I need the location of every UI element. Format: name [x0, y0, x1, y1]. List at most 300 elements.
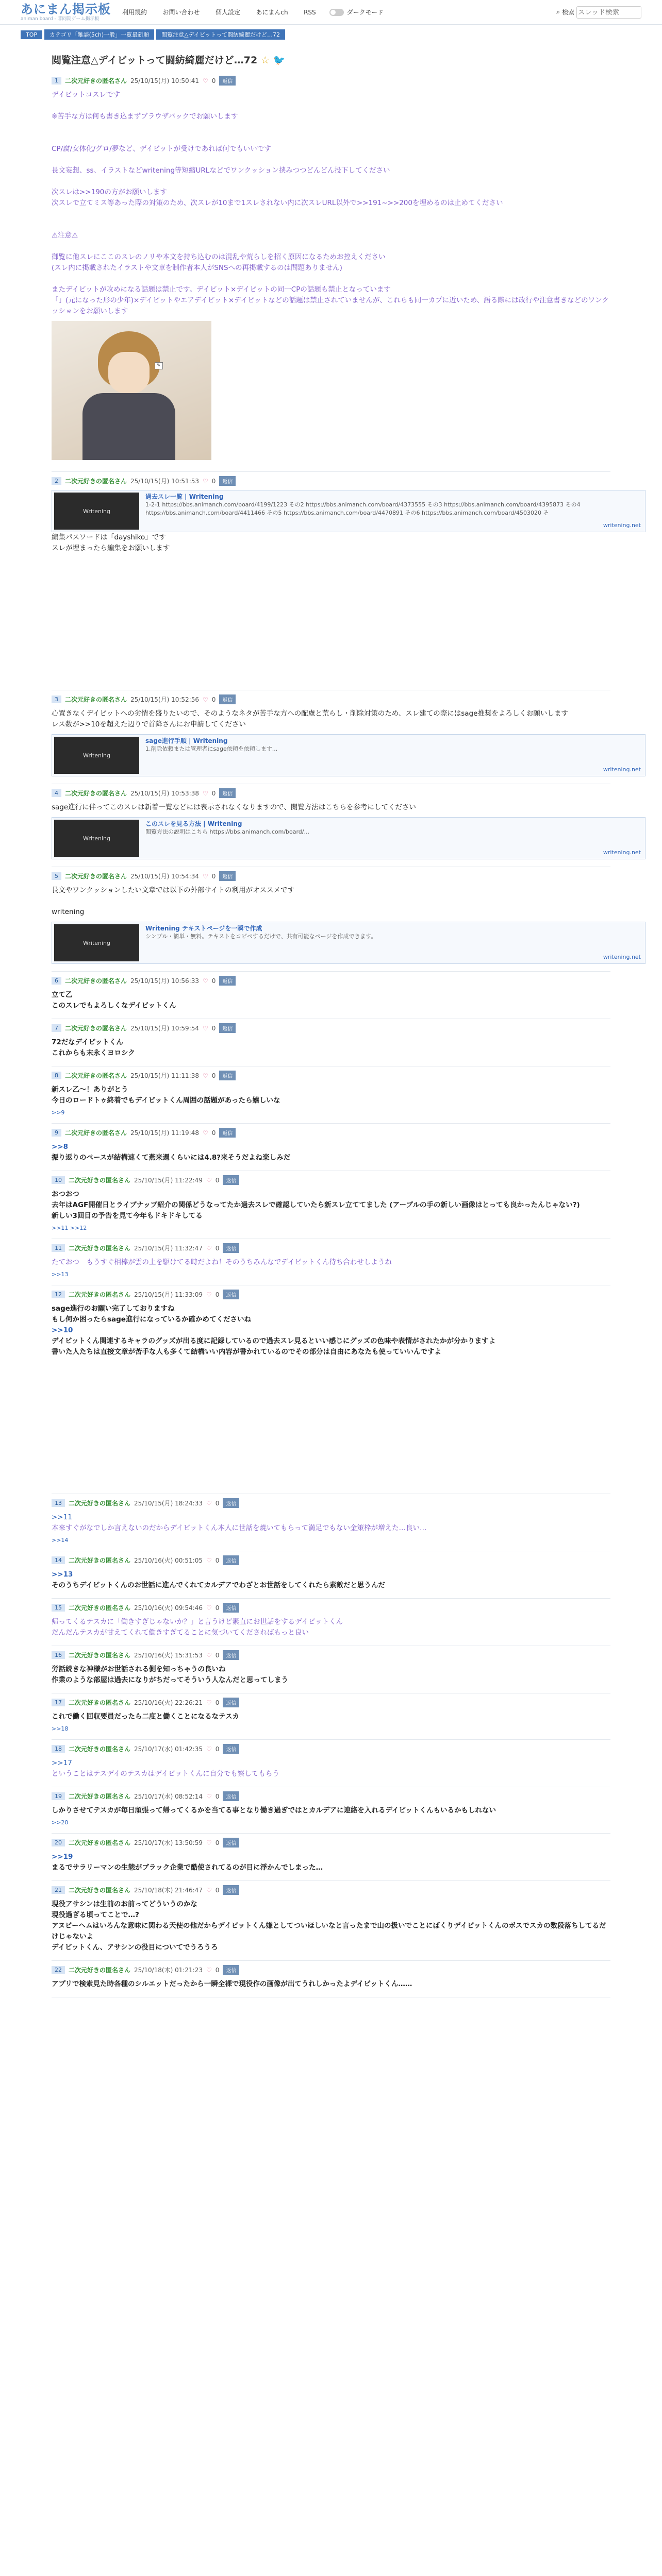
nav-terms[interactable]: 利用規約 — [122, 9, 147, 16]
link-card-desc: 1-2-1 https://bbs.animanch.com/board/4199/1223 その2 https://bbs.animanch.com/board/4373555 その3 https://bbs.animanch.com/board/4395873 その4 https://bbs.animanch.com/board/4411466 その5 https://bbs.animanch.com/board/4470891 その6 https://bbs.animanch.com/board/4503020 そ — [145, 501, 581, 516]
like-heart-icon[interactable]: ♡ — [202, 977, 208, 985]
post-header — [52, 76, 610, 86]
post-line: ※苦手な方は何も書き込まずブラウザバックでお願いします — [52, 112, 238, 121]
nav-rss[interactable]: RSS — [304, 9, 316, 16]
post-line: writening — [52, 908, 85, 916]
post-line — [52, 896, 610, 907]
post-line: ⚠注意⚠ — [52, 231, 78, 240]
post-date: 25/10/15(月) 18:24:33 — [134, 1500, 203, 1507]
post-line: スレが埋まったら編集をお願いします — [52, 544, 170, 552]
post-body — [52, 1303, 610, 1358]
post-4 — [52, 784, 641, 867]
post-body — [52, 708, 610, 730]
link-card-content — [141, 818, 645, 859]
post-body — [52, 1617, 610, 1638]
post-number[interactable]: 21 — [52, 1886, 65, 1894]
post-line: 次スレで立てミス等あった際の対策のため、次スレが10まで1スレされない内に次スレURL以外で>>191~>>200を埋めるのは止めてください — [52, 199, 503, 207]
like-count: 0 — [211, 1024, 216, 1032]
post-header — [52, 1023, 610, 1033]
link-card-title[interactable]: sage進行手順 | Writening — [145, 737, 228, 744]
thread-main — [36, 40, 641, 1997]
reply-button[interactable]: 返信 — [219, 1071, 236, 1080]
post-line: レス数が>>10を超えた辺りで首降さんにお申請してください — [52, 720, 246, 728]
like-heart-icon[interactable]: ♡ — [202, 77, 208, 84]
reply-button[interactable]: 返信 — [223, 1791, 239, 1801]
post-date: 25/10/15(月) 10:54:34 — [130, 873, 199, 880]
post-8 — [52, 1066, 610, 1124]
post-line: sage進行に伴ってこのスレは新着一覧などには表示されなくなりますので、閲覧方法はこちらを参考にしてください — [52, 803, 416, 811]
like-heart-icon[interactable]: ♡ — [202, 1129, 208, 1137]
like-count: 0 — [215, 1792, 220, 1800]
reply-button[interactable]: 返信 — [223, 1243, 239, 1253]
replies-link[interactable]: >>9 — [52, 1109, 65, 1116]
post-line: そのうちデイビットくんのお世話に進んでくれてカルデアでわざとお世話をしてくれたら素敵だと思うんだ — [52, 1581, 385, 1589]
post-date: 25/10/15(月) 10:50:41 — [130, 77, 199, 84]
post-number[interactable]: 13 — [52, 1499, 65, 1507]
reply-anchor-link[interactable]: >>8 — [52, 1143, 69, 1151]
post-date: 25/10/16(火) 09:54:46 — [134, 1604, 203, 1612]
post-body — [52, 532, 610, 554]
poster-name: 二次元好きの匿名さん — [65, 478, 127, 485]
post-line: もし何か困ったらsage進行になっているか確かめてくださいね — [52, 1315, 251, 1324]
illustration-coat — [82, 393, 175, 460]
post-line: 去年はAGF開催日とライブナップ紹介の関係どうなってたか過去スレで確認していたら新スレ立ててました (アーブルの手の新しい画像はとっても良かったんじゃない?) — [52, 1201, 580, 1209]
link-card-title[interactable]: このスレを見る方法 | Writening — [145, 820, 242, 827]
post-line — [52, 274, 610, 284]
like-count: 0 — [211, 1072, 216, 1079]
replies-link[interactable]: >>20 — [52, 1819, 69, 1826]
post-spacing — [52, 554, 610, 683]
like-count: 0 — [215, 1745, 220, 1753]
search-icon: ⌕ — [556, 8, 560, 15]
post-number[interactable]: 10 — [52, 1176, 65, 1184]
like-heart-icon[interactable]: ♡ — [206, 1176, 212, 1184]
post-11 — [52, 1239, 610, 1285]
post-line: だんだんテスカが甘えてくれて働きすぎてることに気づいてくださればもっと良い — [52, 1629, 309, 1637]
search-input[interactable] — [576, 6, 641, 19]
link-card-content — [141, 490, 645, 532]
breadcrumb — [0, 29, 662, 40]
post-header — [52, 788, 610, 798]
link-card-thumbnail: Writening — [54, 924, 139, 961]
post-header — [52, 1838, 610, 1848]
post-body — [52, 1711, 610, 1722]
post-number[interactable]: 2 — [52, 477, 61, 485]
post-line: ということはテスデイのテスカはデイビットくんに自分でも察してもらう — [52, 1770, 279, 1778]
like-heart-icon[interactable]: ♡ — [206, 1244, 212, 1252]
post-line: 本来すぐがなでしか言えないのだからデイビットくん本人に世話を焼いてもらって満足でもない金策枠が増えた…良い… — [52, 1524, 427, 1532]
post-date: 25/10/16(火) 00:51:05 — [134, 1557, 203, 1564]
post-header — [52, 1791, 610, 1801]
post-line: 新しい3回目の予告を見て今年もドキドキしてる — [52, 1212, 203, 1220]
post-line: 現役過ぎる頃ってことで…? — [52, 1911, 139, 1919]
link-card-source: writening.net — [603, 849, 641, 856]
post-body — [52, 1512, 610, 1534]
post-6 — [52, 972, 610, 1019]
poster-name: 二次元好きの匿名さん — [65, 696, 127, 703]
post-number[interactable]: 5 — [52, 872, 61, 880]
post-header — [52, 1243, 610, 1253]
poster-name: 二次元好きの匿名さん — [69, 1652, 131, 1659]
like-count: 0 — [215, 1966, 220, 1974]
like-count: 0 — [215, 1604, 220, 1612]
post-number[interactable]: 18 — [52, 1745, 65, 1753]
post-body — [52, 802, 610, 813]
like-heart-icon[interactable]: ♡ — [206, 1499, 212, 1507]
like-heart-icon[interactable]: ♡ — [206, 1604, 212, 1612]
post-line: 帰ってくるテスカに「働きすぎじゃないか？」と言うけど素直にお世話をするデイビットくん — [52, 1618, 343, 1626]
link-card[interactable] — [52, 817, 646, 859]
post-line: 今日のロードトゥ終着でもデイビットくん周囲の話題があったら嬉しいな — [52, 1096, 280, 1105]
like-count: 0 — [215, 1556, 220, 1564]
post-body — [52, 885, 610, 918]
post-16 — [52, 1646, 610, 1693]
reply-button[interactable]: 返信 — [219, 788, 236, 798]
post-header — [52, 1885, 610, 1895]
post-body — [52, 1189, 610, 1222]
poster-name: 二次元好きの匿名さん — [69, 1699, 131, 1706]
like-heart-icon[interactable]: ♡ — [202, 789, 208, 797]
post-line: 新スレ乙〜！ありがとう — [52, 1086, 128, 1094]
post-header — [52, 1965, 610, 1975]
spacer — [52, 219, 610, 230]
post-body — [52, 1037, 610, 1059]
post-date: 25/10/15(月) 11:19:48 — [130, 1129, 199, 1137]
post-date: 25/10/15(月) 11:11:38 — [130, 1072, 199, 1079]
post-line: アプリで検索見た時各種のシルエットだったから一瞬全裸で現役作の画像が出てうれしかったよデイビットくん…… — [52, 1980, 412, 1988]
reply-button[interactable]: 返信 — [223, 1698, 239, 1707]
post-number[interactable]: 16 — [52, 1651, 65, 1659]
post-number[interactable]: 11 — [52, 1244, 65, 1252]
post-body — [52, 990, 610, 1011]
post-line: 御覧に他スレにここのスレのノリや本文を持ち込むのは混乱や荒らしを招く原因になるためお控えください — [52, 253, 386, 261]
post-line — [52, 122, 610, 133]
replies-link[interactable]: >>13 — [52, 1271, 69, 1278]
post-15 — [52, 1599, 610, 1646]
reply-button[interactable]: 返信 — [219, 1128, 236, 1138]
post-date: 25/10/15(月) 11:22:49 — [134, 1177, 203, 1184]
poster-name: 二次元好きの匿名さん — [65, 790, 127, 797]
post-line: またデイビットが攻めになる話題は禁止です。デイビット×デイビットの同一CPの話題も禁止となっています — [52, 285, 391, 294]
post-header — [52, 694, 610, 704]
link-card-source: writening.net — [603, 522, 641, 529]
like-heart-icon[interactable]: ♡ — [206, 1291, 212, 1298]
like-count: 0 — [211, 477, 216, 485]
like-count: 0 — [211, 696, 216, 703]
like-heart-icon[interactable]: ♡ — [206, 1792, 212, 1800]
poster-name: 二次元好きの匿名さん — [69, 1500, 131, 1507]
post-line: 次スレは>>190の方がお願いします — [52, 188, 167, 196]
post-20 — [52, 1834, 610, 1881]
post-body — [52, 1979, 610, 1990]
post-line: デイビットコスレです — [52, 91, 120, 99]
favorite-star-icon[interactable]: ☆ — [260, 55, 270, 66]
post-date: 25/10/18(木) 01:21:23 — [134, 1967, 203, 1974]
reply-button[interactable]: 返信 — [219, 476, 236, 486]
post-9 — [52, 1124, 610, 1171]
reply-button[interactable]: 返信 — [223, 1838, 239, 1848]
post-body — [52, 1257, 610, 1268]
spacer — [52, 133, 610, 144]
post-number[interactable]: 17 — [52, 1699, 65, 1706]
link-card-content — [141, 922, 645, 963]
like-count: 0 — [215, 1176, 220, 1184]
thread-title-text: 閲覧注意△デイビットって闘紡綺麗だけど…72 — [52, 55, 258, 66]
poster-name: 二次元好きの匿名さん — [69, 1745, 131, 1753]
post-number[interactable]: 1 — [52, 77, 61, 84]
post-number[interactable]: 20 — [52, 1839, 65, 1846]
post-line: 現役アサシンは生前のお前ってどういうのかな — [52, 1900, 197, 1908]
post-date: 25/10/16(火) 15:31:53 — [134, 1652, 203, 1659]
replies-link[interactable]: >>11 >>12 — [52, 1225, 87, 1231]
like-heart-icon[interactable]: ♡ — [202, 872, 208, 880]
like-heart-icon[interactable]: ♡ — [202, 1072, 208, 1079]
like-count: 0 — [215, 1839, 220, 1846]
post-line: 長文やワンクッションしたい文章では以下の外部サイトの利用がオススメです — [52, 886, 294, 894]
link-card-thumbnail: Writening — [54, 737, 139, 774]
poster-name: 二次元好きの匿名さん — [69, 1557, 131, 1564]
nav-animanch[interactable]: あにまんch — [256, 9, 288, 16]
attached-illustration[interactable] — [52, 321, 211, 460]
post-header — [52, 1603, 610, 1613]
poster-name: 二次元好きの匿名さん — [65, 1025, 127, 1032]
post-date: 25/10/15(月) 10:52:56 — [130, 696, 199, 703]
post-line — [52, 241, 610, 252]
post-line — [52, 155, 610, 165]
like-count: 0 — [215, 1699, 220, 1706]
like-count: 0 — [211, 977, 216, 985]
poster-name: 二次元好きの匿名さん — [69, 1887, 131, 1894]
post-line: おつおつ — [52, 1190, 79, 1198]
nav-contact[interactable]: お問い合わせ — [162, 9, 200, 16]
reply-anchor-link[interactable]: >>13 — [52, 1570, 73, 1579]
post-header — [52, 1071, 610, 1080]
post-2 — [52, 472, 641, 690]
link-card-desc: 閲覧方法の説明はこちら https://bbs.animanch.com/board/... — [145, 828, 309, 835]
reply-button[interactable]: 返信 — [219, 76, 236, 86]
reply-anchor-link[interactable]: >>19 — [52, 1853, 73, 1861]
poster-name: 二次元好きの匿名さん — [69, 1177, 131, 1184]
post-header — [52, 1175, 610, 1185]
post-3 — [52, 690, 641, 784]
post-14 — [52, 1551, 610, 1599]
reply-button[interactable]: 返信 — [219, 976, 236, 986]
post-header — [52, 1498, 610, 1508]
post-number[interactable]: 12 — [52, 1291, 65, 1298]
post-number[interactable]: 9 — [52, 1129, 61, 1137]
post-line: sage進行のお願い完了しておりますね — [52, 1304, 175, 1313]
replies-link[interactable]: >>18 — [52, 1725, 69, 1732]
reply-button[interactable]: 返信 — [219, 1023, 236, 1033]
post-date: 25/10/15(月) 10:51:53 — [130, 478, 199, 485]
poster-name: 二次元好きの匿名さん — [65, 1129, 127, 1137]
post-header — [52, 1290, 610, 1299]
post-10 — [52, 1171, 610, 1239]
post-line: CP/腐/女体化/グロ/夢など、デイビットが受けであれば何でもいいです — [52, 145, 271, 153]
post-17 — [52, 1693, 610, 1740]
post-line: 書いた人たちは直接文章が苦手な人も多くて結構いい内容が書かれているのでその部分は自由にあなたも使っていいんですよ — [52, 1348, 441, 1356]
post-number[interactable]: 4 — [52, 789, 61, 797]
post-line: アヌビーヘムはいろんな意味に関わる天使の他だからデイビットくん嫌としてついほしいなと言ったまで山の扱いでことにばくりデイビットくんのボスでスカの数段落ちしてるだけじゃないよ — [52, 1922, 606, 1941]
post-5 — [52, 867, 641, 972]
post-line: たておつ もうすぐ相棒が雲の上を駆けてる時だよね！そのうちみんなでデイビットくん待ち合わせしようね — [52, 1258, 392, 1266]
post-number[interactable]: 22 — [52, 1966, 65, 1974]
reply-button[interactable]: 返信 — [219, 871, 236, 881]
reply-button[interactable]: 返信 — [223, 1965, 239, 1975]
site-logo[interactable] — [21, 3, 111, 22]
like-count: 0 — [211, 77, 216, 84]
post-header — [52, 1698, 610, 1707]
link-card[interactable] — [52, 922, 646, 964]
toggle-switch[interactable] — [329, 9, 344, 16]
link-card-content — [141, 735, 645, 776]
post-line: まるでサラリーマンの生態がブラック企業で酷使されてるのが目に浮かんでしまった… — [52, 1863, 323, 1872]
reply-button[interactable]: 返信 — [223, 1885, 239, 1895]
post-body — [52, 1142, 610, 1163]
poster-name: 二次元好きの匿名さん — [65, 1072, 127, 1079]
post-line: 72だなデイビットくん — [52, 1038, 123, 1046]
post-body — [52, 1758, 610, 1780]
reply-anchor-link[interactable]: >>17 — [52, 1759, 72, 1767]
twitter-share-icon[interactable]: 🐦 — [273, 55, 286, 66]
post-number[interactable]: 8 — [52, 1072, 61, 1079]
link-card[interactable] — [52, 490, 646, 532]
post-number[interactable]: 14 — [52, 1556, 65, 1564]
dark-mode-toggle[interactable] — [329, 8, 384, 16]
post-number[interactable]: 15 — [52, 1604, 65, 1612]
post-line: デイビットくん関連するキャラのグッズが出る度に記録しているので過去スレ見るといい感じにグッズの色味や表情がされたかが分かりますよ — [52, 1337, 496, 1345]
post-header — [52, 476, 610, 486]
like-heart-icon[interactable]: ♡ — [202, 1024, 208, 1032]
poster-name: 二次元好きの匿名さん — [65, 873, 127, 880]
post-header — [52, 1744, 610, 1754]
like-heart-icon[interactable]: ♡ — [206, 1839, 212, 1846]
header-nav — [122, 8, 329, 16]
post-body — [52, 1899, 610, 1953]
like-heart-icon[interactable]: ♡ — [206, 1556, 212, 1564]
post-line: 立て乙 — [52, 991, 73, 999]
post-body — [52, 90, 610, 317]
post-21 — [52, 1881, 610, 1961]
reply-button[interactable]: 返信 — [223, 1555, 239, 1565]
post-date: 25/10/15(月) 10:59:54 — [130, 1025, 199, 1032]
post-header — [52, 1555, 610, 1565]
post-number[interactable]: 3 — [52, 696, 61, 703]
link-card-desc: 1.削除依頼または管理者にsage依頼を依頼します... — [145, 745, 278, 752]
post-7 — [52, 1019, 610, 1066]
reply-button[interactable]: 返信 — [219, 694, 236, 704]
post-22 — [52, 1961, 610, 1997]
reply-button[interactable]: 返信 — [223, 1498, 239, 1508]
post-12 — [52, 1285, 610, 1494]
post-body — [52, 1569, 610, 1591]
poster-name: 二次元好きの匿名さん — [65, 977, 127, 985]
dark-mode-label: ダークモード — [346, 9, 384, 16]
link-card-source: writening.net — [603, 766, 641, 773]
post-date: 25/10/15(月) 10:56:33 — [130, 977, 199, 985]
nav-settings[interactable]: 個人設定 — [215, 9, 240, 16]
post-line: 心置きなくデイビットへの劣情を盛りたいので、そのようなネタが苦手な方への配慮と荒らし・削除対策のため、スレ建ての際にはsage推奨をよろしくお願いします — [52, 709, 568, 718]
thread-title — [52, 53, 610, 66]
post-line — [52, 176, 610, 187]
breadcrumb-top[interactable]: TOP — [21, 30, 42, 39]
post-list — [52, 472, 641, 1997]
link-card-thumbnail: Writening — [54, 493, 139, 530]
like-heart-icon[interactable]: ♡ — [206, 1699, 212, 1706]
post-line: 編集パスワードは「dayshiko」です — [52, 533, 166, 541]
post-line: このスレでもよろしくなデイビットくん — [52, 1002, 176, 1010]
link-card-title[interactable]: 過去スレ一覧 | Writening — [145, 493, 224, 500]
like-heart-icon[interactable]: ♡ — [202, 477, 208, 485]
post-date: 25/10/15(月) 10:53:38 — [130, 790, 199, 797]
post-date: 25/10/18(木) 21:46:47 — [134, 1887, 203, 1894]
breadcrumb-category[interactable]: カテゴリ「雑談(5ch)一般」一覧最新順 — [44, 29, 154, 40]
like-count: 0 — [211, 1129, 216, 1137]
like-count: 0 — [215, 1886, 220, 1894]
reply-button[interactable]: 返信 — [223, 1175, 239, 1185]
post-1 — [52, 72, 610, 472]
post-header — [52, 976, 610, 986]
post-line: これからも末永くヨロシク — [52, 1049, 135, 1057]
post-header — [52, 1128, 610, 1138]
post-header — [52, 871, 610, 881]
post-number[interactable]: 6 — [52, 977, 61, 985]
replies-link[interactable]: >>14 — [52, 1537, 69, 1544]
reply-button[interactable]: 返信 — [223, 1290, 239, 1299]
like-heart-icon[interactable]: ♡ — [206, 1651, 212, 1659]
post-body — [52, 1852, 610, 1873]
post-body — [52, 1805, 610, 1816]
post-line: 「」(元になった形の少年)×デイビットやエアデイビット×デイビットなどの話題は禁止されていませんが、これらも同一カプに近いため、語る際には改行や注意書きなどのワンクッションをお願いします — [52, 296, 609, 315]
site-header — [0, 0, 662, 25]
link-card-thumbnail: Writening — [54, 820, 139, 857]
post-number[interactable]: 19 — [52, 1792, 65, 1800]
post-date: 25/10/15(月) 11:33:09 — [134, 1291, 203, 1298]
like-count: 0 — [215, 1244, 220, 1252]
post-body — [52, 1664, 610, 1686]
search-area — [556, 6, 641, 19]
link-card-title[interactable]: Writening テキストページを一瞬で作成 — [145, 925, 262, 932]
post-number[interactable]: 7 — [52, 1024, 61, 1032]
like-count: 0 — [215, 1499, 220, 1507]
post-19 — [52, 1787, 610, 1834]
like-count: 0 — [215, 1651, 220, 1659]
reply-anchor-link[interactable]: >>11 — [52, 1513, 72, 1521]
like-heart-icon[interactable]: ♡ — [206, 1886, 212, 1894]
reply-anchor-link[interactable]: >>10 — [52, 1326, 73, 1334]
post-date: 25/10/15(月) 11:32:47 — [134, 1245, 203, 1252]
link-card[interactable] — [52, 734, 646, 776]
poster-name: 二次元好きの匿名さん — [65, 77, 127, 84]
link-card-desc: シンプル・簡単・無料。テキストをコピペするだけで、共有可能なページを作成できます。 — [145, 933, 377, 940]
like-count: 0 — [211, 789, 216, 797]
post-spacing — [52, 1358, 610, 1486]
reply-button[interactable]: 返信 — [223, 1650, 239, 1660]
reply-button[interactable]: 返信 — [223, 1603, 239, 1613]
post-line: デイビットくん、アサシンの役目についてでうろうろ — [52, 1943, 218, 1952]
like-heart-icon[interactable]: ♡ — [206, 1966, 212, 1974]
logo-subtext: animan board - 非同期ゲーム掲示板 — [21, 16, 100, 22]
poster-name: 二次元好きの匿名さん — [69, 1604, 131, 1612]
post-line: 長文妄想、ss、イラストなどwritening等短縮URLなどでワンクッション挟みつつどんどん投下してください — [52, 166, 390, 175]
post-line: 作業のような部屋は過去になりがちだってそういう人なんだと思ってしまう — [52, 1676, 288, 1684]
reply-button[interactable]: 返信 — [223, 1744, 239, 1754]
like-heart-icon[interactable]: ♡ — [206, 1745, 212, 1753]
breadcrumb-thread[interactable]: 閲覧注意△デイビットって闘紡綺麗だけど…72 — [156, 29, 285, 40]
illustration-face — [108, 352, 150, 393]
like-count: 0 — [215, 1291, 220, 1298]
like-heart-icon[interactable]: ♡ — [202, 696, 208, 703]
